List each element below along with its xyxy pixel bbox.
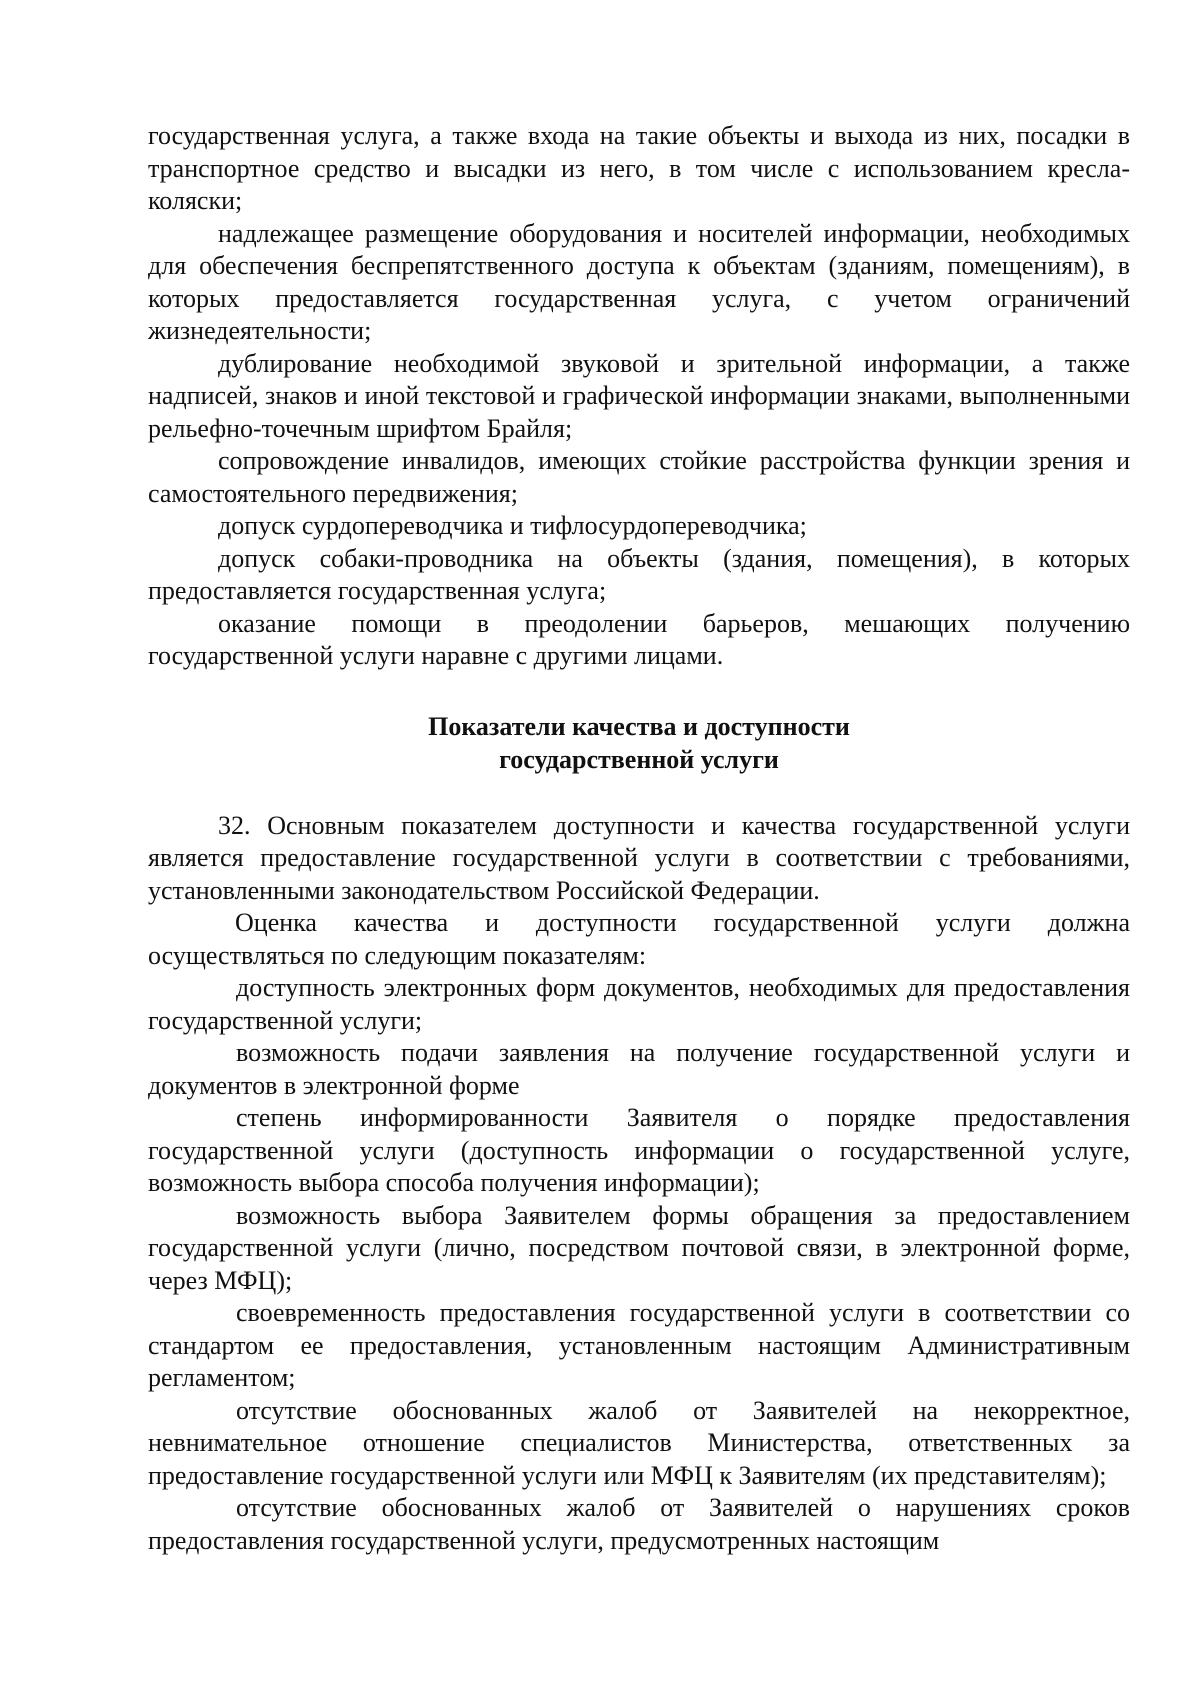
paragraph-braille-duplication: дублирование необходимой звуковой и зрительной информации, а также надписей, знаков и иной текстовой и графической информации знаками, выполненными рельефно-точечным шрифтом Брайля; [148, 348, 1130, 443]
paragraph-escort: сопровождение инвалидов, имеющих стойкие расстройства функции зрения и самостоятельного передвижения; [148, 446, 1130, 508]
paragraph-awareness: степень информированности Заявителя о порядке предоставления государственной услуги (доступность информации о государственной услуге, возможность выбора способа получения информации); [148, 1103, 1130, 1197]
heading-line-1: Показатели качества и доступности [428, 711, 850, 741]
paragraph-barrier-assistance: оказание помощи в преодолении барьеров, мешающих получению государственной услуги наравне с другими лицами. [148, 608, 1130, 670]
paragraph-electronic-application: возможность подачи заявления на получение государственной услуги и документов в электронной форме [148, 1038, 1130, 1100]
paragraph-electronic-forms: доступность электронных форм документов, необходимых для предоставления государственной услуги; [148, 973, 1130, 1035]
paragraph-complaints-deadlines: отсутствие обоснованных жалоб от Заявителей о нарушениях сроков предоставления государственной услуги, предусмотренных настоящим [148, 1493, 1130, 1555]
heading-line-2: государственной услуги [499, 744, 779, 774]
paragraph-request-form: возможность выбора Заявителем формы обращения за предоставлением государственной услуги (лично, посредством почтовой связи, в электронной форме, через МФЦ); [148, 1200, 1130, 1295]
paragraph-assessment: Оценка качества и доступности государственной услуги должна осуществляться по следующим показателям: [148, 908, 1130, 970]
paragraph-timeliness: своевременность предоставления государственной услуги в соответствии со стандартом ее предоставления, установленным настоящим Административным регламентом; [148, 1298, 1130, 1392]
paragraph-continuation: государственная услуга, а также входа на такие объекты и выхода из них, посадки в транспортное средство и высадки из него, в том числе с использованием кресла-коляски; [148, 121, 1130, 215]
paragraph-guide-dog: допуск собаки-проводника на объекты (здания, помещения), в которых предоставляется государственная услуга; [148, 543, 1130, 605]
paragraph-item-32: 32. Основным показателем доступности и качества государственной услуги является предоставление государственной услуги в соответствии с требованиями, установленными законодательством Российской Федерации. [148, 810, 1130, 905]
paragraph-equipment-placement: надлежащее размещение оборудования и носителей информации, необходимых для обеспечения беспрепятственного доступа к объектам (зданиям, помещениям), в которых предоставляется государственная услуга, с учетом ограничений жизнедеятельности; [148, 218, 1130, 345]
paragraph-sign-interpreter: допуск сурдопереводчика и тифлосурдопереводчика; [218, 511, 807, 540]
section-heading [148, 710, 1130, 776]
document-page [148, 120, 1130, 1557]
paragraph-complaints-attitude: отсутствие обоснованных жалоб от Заявителей на некорректное, невнимательное отношение специалистов Министерства, ответственных за предоставление государственной услуги или МФЦ к Заявителям (их представителям); [148, 1395, 1130, 1490]
